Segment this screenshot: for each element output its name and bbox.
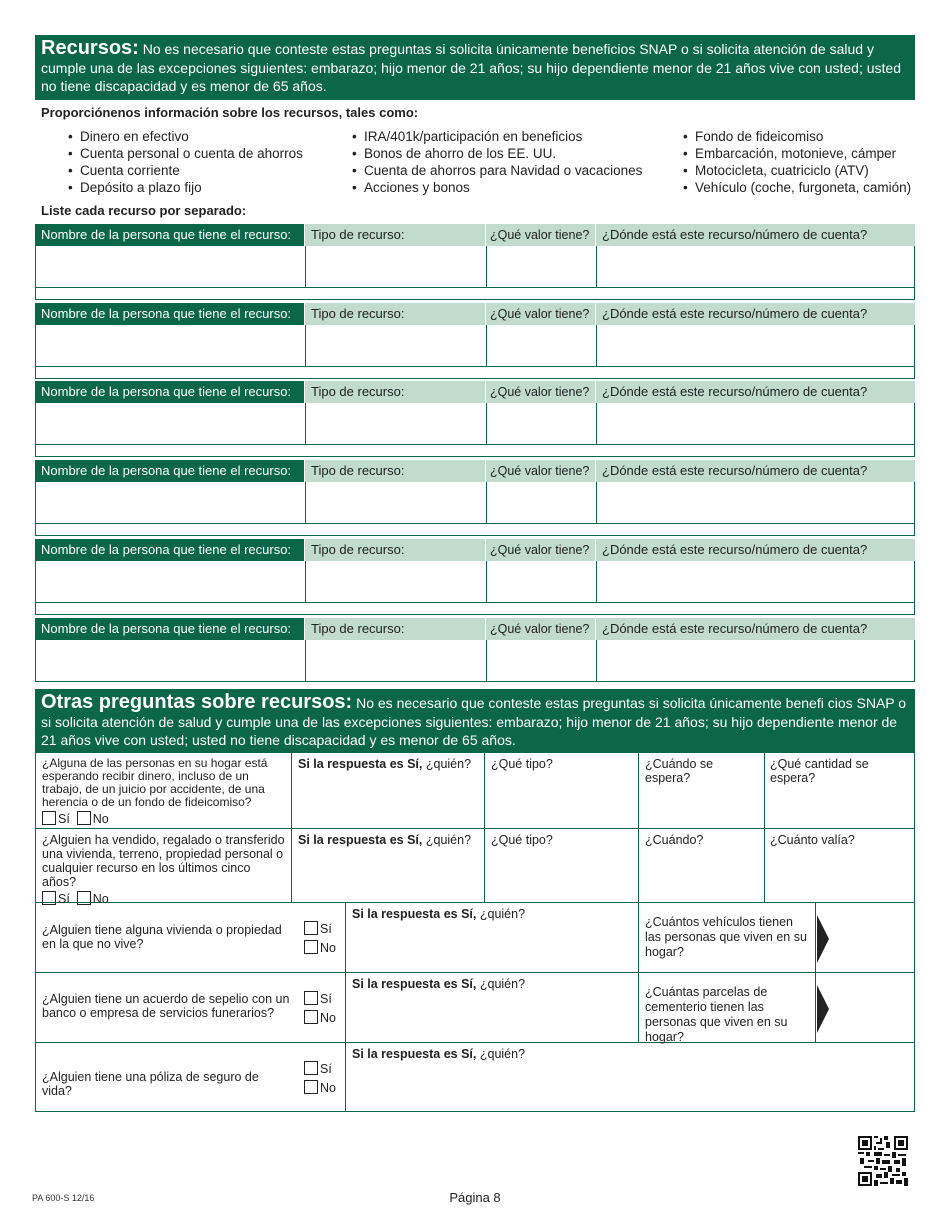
yes-label: Sí (320, 992, 332, 1006)
yes-checkbox[interactable] (304, 921, 318, 935)
no-checkbox[interactable] (304, 1080, 318, 1094)
type-field[interactable] (306, 640, 487, 681)
who-field[interactable] (292, 829, 485, 902)
question-pending-money: ¿Alguna de las personas en su hogar está esperando recibir dinero, incluso de un trabajo, de un juicio por accidente, de una herencia o de un fondo de fideicomiso? (42, 756, 268, 809)
question-life-insurance: ¿Alguien tiene una póliza de seguro de vida? (42, 1070, 259, 1098)
owner-field[interactable] (36, 246, 306, 287)
list-item: • Embarcación, motonieve, cámper (683, 145, 911, 162)
owner-field[interactable] (36, 640, 306, 681)
other-resources-title: Otras preguntas sobre recursos: (41, 691, 353, 713)
yes-label: Sí (58, 812, 70, 826)
who-label: ¿quién? (425, 833, 472, 847)
when-field[interactable] (639, 829, 765, 902)
type-header: Tipo de recurso: (305, 224, 486, 246)
question-row-pending-money (36, 753, 914, 829)
who-label: ¿quién? (479, 977, 526, 991)
value-header: ¿Qué valor tiene? (486, 539, 596, 561)
resources-header (35, 35, 915, 100)
type-header: Tipo de recurso: (305, 460, 486, 482)
type-field[interactable] (306, 561, 487, 602)
page-number: Página 8 (449, 1190, 501, 1205)
resource-entry-6 (35, 618, 915, 682)
type-header: Tipo de recurso: (305, 381, 486, 403)
other-resources-note: No es necesario que conteste estas preguntas si solicita únicamente benefi cios SNAP o si solicita atención de salud y cumple una de las excepciones siguientes: embarazo; hijo menor de 21 años; su hijo dependiente menor de 21 años vive con usted; usted no tiene discapacidad y es menor de 65 años. (41, 695, 907, 748)
no-label: No (320, 941, 336, 955)
yes-label: Sí (320, 1062, 332, 1076)
value-field[interactable] (487, 561, 597, 602)
type-label: ¿Qué tipo? (491, 757, 553, 771)
if-yes-label: Si la respuesta es Sí, (352, 1047, 477, 1061)
value-field[interactable] (487, 246, 597, 287)
question-property: ¿Alguien tiene alguna vivienda o propiedad en la que no vive? (42, 923, 282, 951)
vehicles-question: ¿Cuántos vehículos tienen las personas que viven en su hogar? (639, 903, 816, 972)
who-field[interactable] (346, 973, 639, 1042)
owner-field[interactable] (36, 403, 306, 444)
location-field[interactable] (597, 325, 914, 366)
resource-entry-5 (35, 539, 915, 615)
no-checkbox[interactable] (304, 1010, 318, 1024)
owner-header: Nombre de la persona que tiene el recurso: (35, 224, 305, 246)
value-header: ¿Qué valor tiene? (486, 460, 596, 482)
resource-entry-3 (35, 381, 915, 457)
type-field[interactable] (306, 482, 487, 523)
value-header: ¿Qué valor tiene? (486, 618, 596, 640)
who-field[interactable] (292, 753, 485, 828)
owner-header: Nombre de la persona que tiene el recurso: (35, 618, 305, 640)
resource-entry-1 (35, 224, 915, 300)
type-field[interactable] (306, 403, 487, 444)
other-resources-header (35, 689, 915, 753)
list-item: • Vehículo (coche, furgoneta, camión) (683, 179, 911, 196)
when-label: ¿Cuándo? (645, 833, 704, 847)
when-field[interactable] (639, 753, 765, 828)
who-label: ¿quién? (479, 1047, 526, 1061)
question-row-life-insurance (36, 1043, 914, 1112)
list-instruction: Liste cada recurso por separado: (41, 203, 247, 218)
list-item: • Cuenta de ahorros para Navidad o vacaciones (352, 162, 642, 179)
location-header: ¿Dónde está este recurso/número de cuenta? (596, 460, 915, 482)
value-field[interactable] (487, 403, 597, 444)
type-header: Tipo de recurso: (305, 618, 486, 640)
amount-label: ¿Qué cantidad se espera? (770, 757, 869, 785)
question-row-property (36, 903, 914, 973)
location-header: ¿Dónde está este recurso/número de cuenta? (596, 303, 915, 325)
owner-field[interactable] (36, 325, 306, 366)
when-label: ¿Cuándo se espera? (645, 757, 714, 785)
no-label: No (320, 1011, 336, 1025)
location-field[interactable] (597, 640, 914, 681)
question-row-transfers (36, 829, 914, 906)
location-field[interactable] (597, 561, 914, 602)
owner-header: Nombre de la persona que tiene el recurso: (35, 539, 305, 561)
resource-entry-4 (35, 460, 915, 536)
other-questions-grid (35, 753, 915, 1112)
owner-header: Nombre de la persona que tiene el recurso: (35, 460, 305, 482)
resource-list-col1 (68, 128, 303, 196)
location-header: ¿Dónde está este recurso/número de cuenta? (596, 618, 915, 640)
list-item: • Motocicleta, cuatriciclo (ATV) (683, 162, 911, 179)
no-label: No (92, 812, 109, 826)
resource-entry-2 (35, 303, 915, 379)
type-header: Tipo de recurso: (305, 539, 486, 561)
if-yes-label: Si la respuesta es Sí, (298, 833, 423, 847)
type-field[interactable] (306, 325, 487, 366)
worth-label: ¿Cuánto valía? (770, 833, 855, 847)
who-label: ¿quién? (425, 757, 472, 771)
yes-label: Sí (320, 922, 332, 936)
resource-list-col3 (683, 128, 911, 196)
cemetery-count-field[interactable] (817, 973, 914, 1042)
value-header: ¿Qué valor tiene? (486, 381, 596, 403)
value-field[interactable] (487, 325, 597, 366)
question-burial: ¿Alguien tiene un acuerdo de sepelio con un banco o empresa de servicios funerarios? (42, 992, 290, 1020)
yes-checkbox[interactable] (304, 991, 318, 1005)
owner-field[interactable] (36, 482, 306, 523)
vehicles-count-field[interactable] (817, 903, 914, 972)
value-field[interactable] (487, 482, 597, 523)
location-field[interactable] (597, 482, 914, 523)
value-header: ¿Qué valor tiene? (486, 303, 596, 325)
yes-label: Sí (58, 892, 70, 906)
form-id: PA 600-S 12/16 (32, 1193, 95, 1203)
list-item: • Fondo de fideicomiso (683, 128, 911, 145)
resources-note: No es necesario que conteste estas preguntas si solicita únicamente beneficios SNAP o si solicita atención de salud y cumple una de las excepciones siguientes: embarazo; hijo menor de 21 años; su hijo dependiente menor de 21 años vive con usted; usted no tiene discapacidad y es menor de 65 años. (41, 41, 901, 94)
type-header: Tipo de recurso: (305, 303, 486, 325)
resource-list-col2 (352, 128, 642, 196)
who-label: ¿quién? (479, 907, 526, 921)
owner-field[interactable] (36, 561, 306, 602)
who-field[interactable] (346, 903, 639, 972)
yes-checkbox[interactable] (42, 811, 56, 825)
qr-code-icon (858, 1136, 908, 1186)
owner-header: Nombre de la persona que tiene el recurso: (35, 381, 305, 403)
if-yes-label: Si la respuesta es Sí, (352, 907, 477, 921)
resources-intro: Proporciónenos información sobre los recursos, tales como: (41, 105, 419, 120)
worth-field[interactable] (765, 829, 914, 902)
cemetery-question: ¿Cuántas parcelas de cementerio tienen las personas que viven en su hogar? (639, 973, 816, 1042)
yes-checkbox[interactable] (304, 1061, 318, 1075)
if-yes-label: Si la respuesta es Sí, (352, 977, 477, 991)
question-transfers: ¿Alguien ha vendido, regalado o transferido una vivienda, terreno, propiedad personal o cualquier recurso en los últimos cinco años? (42, 833, 285, 889)
who-field[interactable] (346, 1043, 914, 1111)
no-label: No (320, 1081, 336, 1095)
list-item: • Bonos de ahorro de los EE. UU. (352, 145, 642, 162)
type-field[interactable] (485, 753, 639, 828)
type-field[interactable] (306, 246, 487, 287)
location-field[interactable] (597, 403, 914, 444)
no-label: No (92, 892, 109, 906)
no-checkbox[interactable] (77, 811, 91, 825)
list-item: • Cuenta corriente (68, 162, 303, 179)
list-item: • Dinero en efectivo (68, 128, 303, 145)
list-item: • Depósito a plazo fijo (68, 179, 303, 196)
location-header: ¿Dónde está este recurso/número de cuenta? (596, 381, 915, 403)
amount-field[interactable] (765, 753, 914, 828)
list-item: • Acciones y bonos (352, 179, 642, 196)
type-label: ¿Qué tipo? (491, 833, 553, 847)
location-field[interactable] (597, 246, 914, 287)
list-item: • Cuenta personal o cuenta de ahorros (68, 145, 303, 162)
question-row-burial (36, 973, 914, 1043)
resources-title: Recursos: (41, 37, 139, 59)
location-header: ¿Dónde está este recurso/número de cuenta? (596, 539, 915, 561)
value-header: ¿Qué valor tiene? (486, 224, 596, 246)
value-field[interactable] (487, 640, 597, 681)
type-field[interactable] (485, 829, 639, 902)
list-item: • IRA/401k/participación en beneficios (352, 128, 642, 145)
if-yes-label: Si la respuesta es Sí, (298, 757, 423, 771)
location-header: ¿Dónde está este recurso/número de cuenta? (596, 224, 915, 246)
owner-header: Nombre de la persona que tiene el recurso: (35, 303, 305, 325)
no-checkbox[interactable] (304, 940, 318, 954)
